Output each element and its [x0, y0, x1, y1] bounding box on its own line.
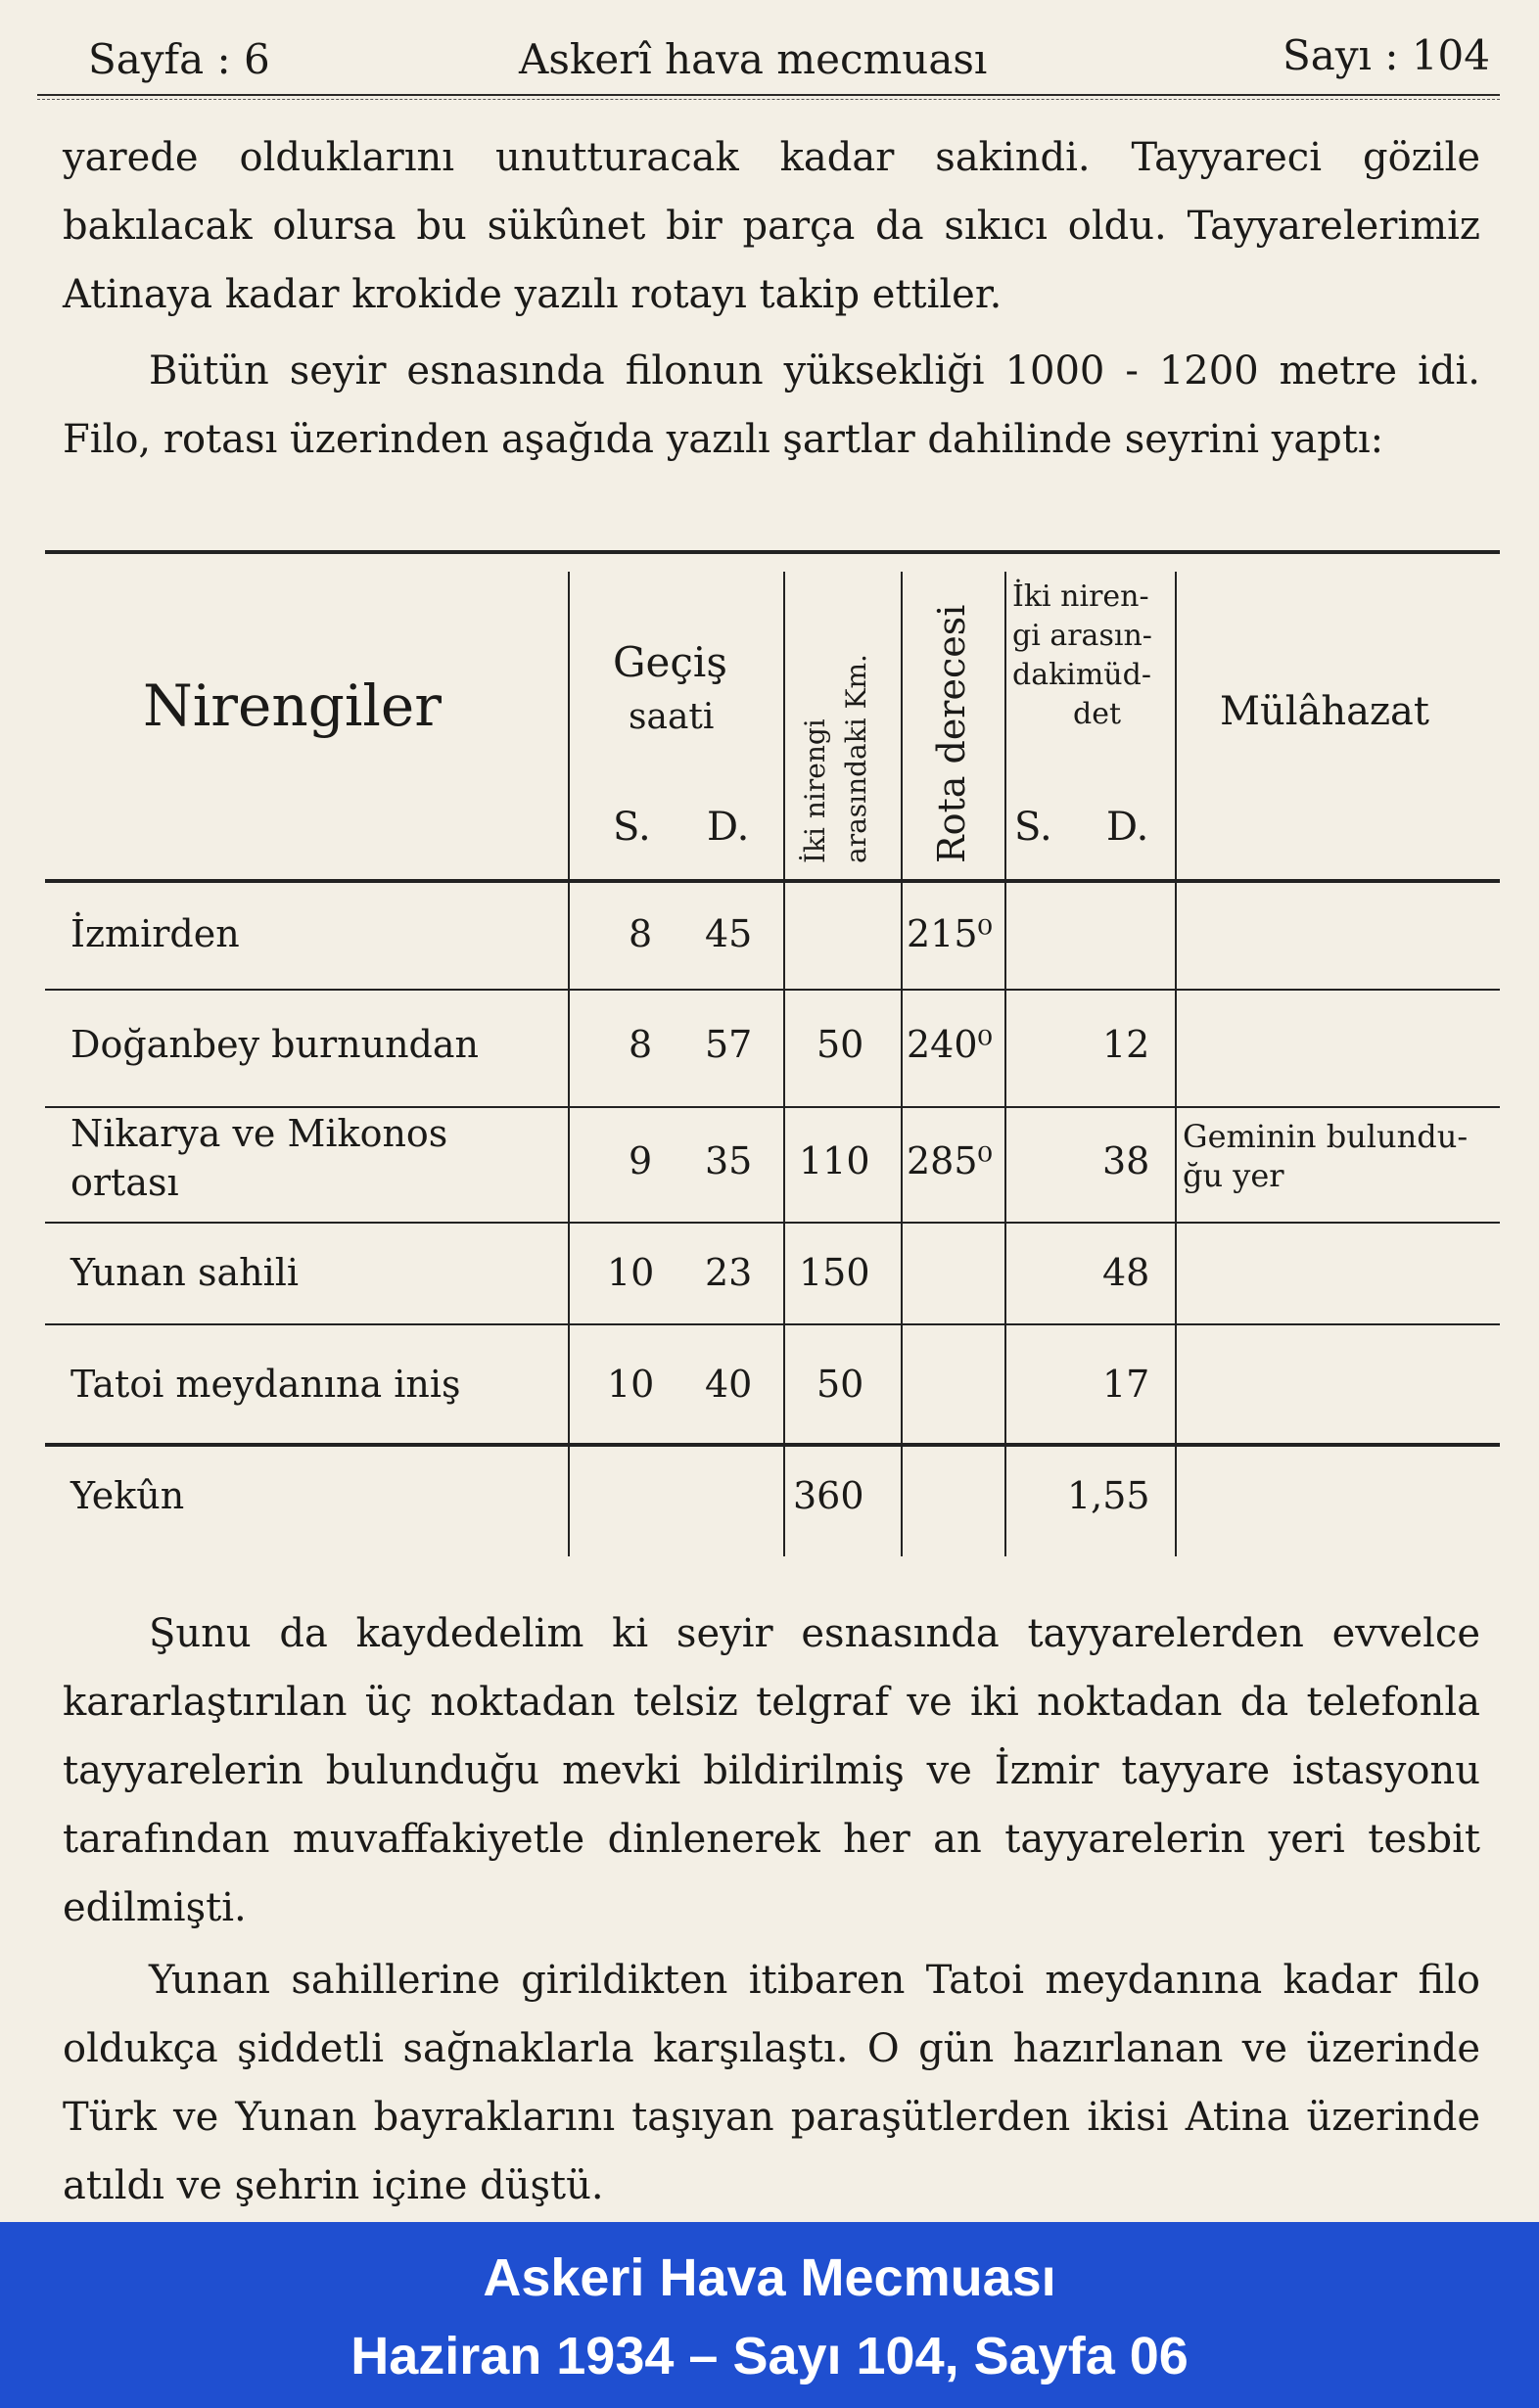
route-table — [45, 550, 1500, 1556]
row-rule — [45, 1106, 1500, 1108]
caption-subtitle: Haziran 1934 – Sayı 104, Sayfa 06 — [350, 2327, 1189, 2385]
row-3-saat-d: 35 — [705, 1139, 753, 1182]
row-3-name: Nikarya ve Mikonos — [70, 1112, 448, 1155]
header-muddet-4: det — [1073, 697, 1122, 731]
row-3-name-cont: ortası — [70, 1161, 179, 1204]
paragraph-2: Bütün seyir esnasında filonun yüksekliği 1000 - 1200 metre idi. Filo, rotası üzerinden aşağıda yazılı şartlar dahilinde seyrini yaptı: — [63, 348, 1480, 462]
row-5-name: Tatoi meydanına iniş — [70, 1363, 461, 1406]
paragraph-4: Yunan sahillerine girildikten itibaren Tatoi meydanına kadar filo oldukça şiddetli sağnaklarla karşılaştı. O gün hazırlanan ve üzerinde Türk ve Yunan bayraklarını taşıyan paraşütlerden ikisi Atina üzerinde atıldı ve şehrin içine düştü. — [63, 1958, 1480, 2208]
row-4-saat-s: 10 — [607, 1251, 655, 1294]
row-5-saat-s: 10 — [607, 1363, 655, 1406]
row-2-saat-d: 57 — [705, 1023, 753, 1066]
row-rule — [45, 1222, 1500, 1224]
header-d: D. — [707, 805, 750, 850]
row-4-km: 150 — [799, 1251, 870, 1294]
header-mulahazat: Mülâhazat — [1220, 689, 1429, 734]
page-header — [39, 22, 1500, 100]
col-rule — [901, 572, 903, 1556]
row-2-muddet: 12 — [1102, 1023, 1150, 1066]
row-2-rota: 240⁰ — [907, 1023, 993, 1066]
paragraph-1: yarede olduklarını unutturacak kadar sakindi. Tayyareci gözile bakılacak olursa bu sükûnet bir parça da sıkıcı oldu. Tayyarelerimiz Atinaya kadar krokide yazılı rotayı takip ettiler. — [63, 135, 1480, 317]
table-header-rule — [45, 879, 1500, 883]
row-3-note-cont: ğu yer — [1183, 1157, 1284, 1194]
header-s: S. — [613, 805, 651, 850]
row-4-saat-d: 23 — [705, 1251, 753, 1294]
col-rule — [783, 572, 785, 1556]
header-muddet-3: dakimüd- — [1012, 658, 1151, 692]
header-muddet-1: İki niren- — [1012, 579, 1149, 614]
row-rule — [45, 1323, 1500, 1325]
row-1-rota: 215⁰ — [907, 912, 993, 955]
page-number: Sayfa : 6 — [88, 35, 270, 83]
header-s2: S. — [1014, 805, 1052, 850]
row-rule — [45, 989, 1500, 991]
paragraph-3: Şunu da kaydedelim ki seyir esnasında tayyarelerden evvelce kararlaştırılan üç noktadan telsiz telgraf ve iki noktadan da telefonla tayyarelerin bulunduğu mevki bildirilmiş ve İzmir tayyare istasyonu tarafından muvaffakiyetle dinlenerek her an tayyarelerin yeri tesbit edilmişti. — [63, 1611, 1480, 1930]
col-rule — [1175, 572, 1177, 1556]
row-1-saat-s: 8 — [629, 912, 653, 955]
row-3-saat-s: 9 — [629, 1139, 653, 1182]
row-4-muddet: 48 — [1102, 1251, 1150, 1294]
row-5-muddet: 17 — [1102, 1363, 1150, 1406]
header-saati: saati — [629, 697, 715, 737]
journal-title: Askerî hava mecmuası — [519, 35, 988, 83]
header-gecis: Geçiş — [613, 638, 727, 686]
row-3-rota: 285⁰ — [907, 1139, 993, 1182]
row-3-muddet: 38 — [1102, 1139, 1150, 1182]
issue-number: Sayı : 104 — [1282, 31, 1490, 79]
row-5-km: 50 — [816, 1363, 864, 1406]
header-d2: D. — [1106, 805, 1149, 850]
header-rule — [37, 94, 1500, 100]
row-2-name: Doğanbey burnundan — [70, 1023, 479, 1066]
caption-banner — [0, 2222, 1539, 2408]
row-3-km: 110 — [799, 1139, 870, 1182]
row-total-muddet: 1,55 — [1067, 1474, 1150, 1517]
table-top-rule — [45, 550, 1500, 554]
header-muddet-2: gi arasın- — [1012, 619, 1152, 653]
col-rule — [568, 572, 570, 1556]
row-1-saat-d: 45 — [705, 912, 753, 955]
row-1-name: İzmirden — [70, 912, 240, 955]
row-5-saat-d: 40 — [705, 1363, 753, 1406]
row-2-saat-s: 8 — [629, 1023, 653, 1066]
row-3-note: Geminin bulundu- — [1183, 1118, 1469, 1155]
col-rule — [1004, 572, 1006, 1556]
row-2-km: 50 — [816, 1023, 864, 1066]
header-rota: Rota derecesi — [930, 604, 973, 863]
row-rule — [45, 1443, 1500, 1447]
row-total-km: 360 — [793, 1474, 864, 1517]
header-nirengiler: Nirengiler — [143, 672, 442, 739]
header-mesafe: İki nirengi arasındaki Km. — [799, 654, 872, 863]
row-4-name: Yunan sahili — [70, 1251, 300, 1294]
caption-title: Askeri Hava Mecmuası — [483, 2248, 1056, 2307]
row-total-name: Yekûn — [70, 1474, 185, 1517]
